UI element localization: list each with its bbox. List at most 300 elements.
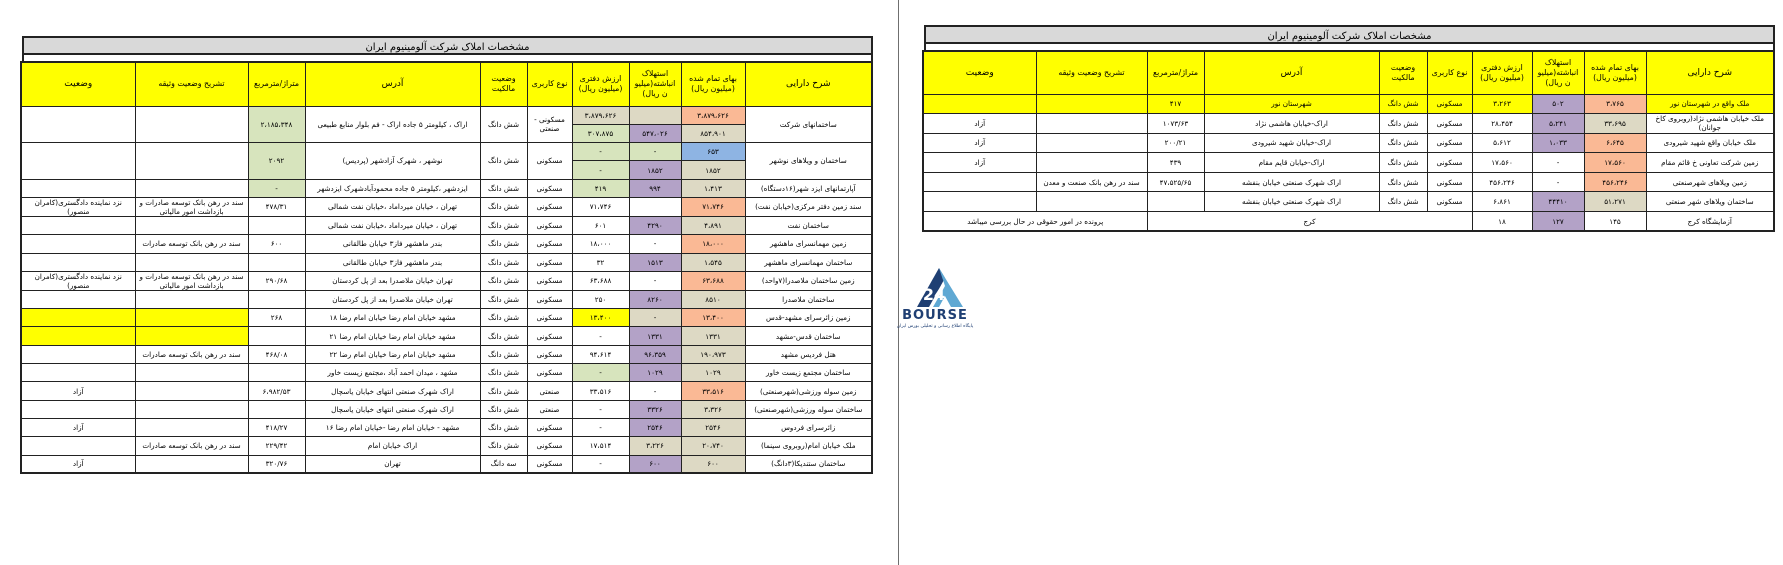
cell-cost: ۱۴۵ (1584, 212, 1646, 232)
cell-usage: مسکونی (1427, 153, 1472, 173)
cell-asset: ساختمان ستندیکا(۳دانگ) (745, 455, 872, 473)
cell-ownership: شش دانگ (1379, 153, 1427, 173)
table-row (923, 133, 1774, 153)
cell-book-value: ۳۰۷،۸۷۵ (572, 124, 629, 142)
cell-asset: سند زمین دفتر مرکزی(خیابان نفت) (745, 197, 872, 216)
cell-depreciation (629, 106, 681, 124)
cell-status (21, 400, 135, 418)
cell-address: تهران (305, 455, 480, 473)
cell-usage: مسکونی (527, 327, 572, 345)
cell-area: ۲۶۸ (248, 309, 305, 327)
header-asset: شرح دارایی (1646, 51, 1774, 94)
cell-address: اراک شهرک صنعتی خیابان بنفشه (1204, 192, 1379, 212)
table-row (21, 235, 872, 253)
cell-depreciation: ۵۰۲ (1532, 94, 1584, 114)
cell-address: مشهد خیابان امام رضا خیابان امام رضا ۲۱ (305, 327, 480, 345)
header-address: آدرس (1204, 51, 1379, 94)
header-area: متراژ/مترمربع (248, 62, 305, 106)
cell-ownership: شش دانگ (1379, 172, 1427, 192)
cell-cost: ۴،۸۹۱ (681, 216, 745, 234)
cell-cost: ۳،۷۶۵ (1584, 94, 1646, 114)
cell-address: مشهد - خیابان امام رضا -خیابان امام رضا ۱۶ (305, 418, 480, 436)
cell-area: ۳۲۰/۷۶ (248, 455, 305, 473)
cell-address: اراک شهرک صنعتی خیابان بنفشه (1204, 172, 1379, 192)
cell-depreciation: ۱۸۵۲ (629, 161, 681, 179)
cell-depreciation: ۱۳۳۱ (629, 327, 681, 345)
cell-usage: مسکونی (527, 345, 572, 363)
cell-area: ۴۱۷ (1147, 94, 1204, 114)
cell-usage: مسکونی (527, 418, 572, 436)
table-row (21, 271, 872, 290)
cell-address: اراک خیابان امام (305, 437, 480, 455)
cell-asset: ملک خیابان امام(روبروی سینما) (745, 437, 872, 455)
cell-address: اراک ، کیلومتر ۵ جاده اراک - فم بلوار منابع طبیعی (305, 106, 480, 143)
cell-book-value: ۲۵۰ (572, 290, 629, 308)
cell-book-value: ۴۱۹ (572, 179, 629, 197)
cell-area: ۴۱۸/۲۷ (248, 418, 305, 436)
cell-status: آزاد (923, 133, 1036, 153)
cell-asset: هتل فردیس مشهد (745, 345, 872, 363)
cell-usage: مسکونی (527, 197, 572, 216)
cell-cost: ۵۱،۲۷۱ (1584, 192, 1646, 212)
cell-depreciation: ۵۴۷،۰۲۶ (629, 124, 681, 142)
cell-collateral: سند در رهن بانک توسعه صادرات و بازداشت امور مالیاتی (135, 197, 248, 216)
cell-collateral (135, 327, 248, 345)
right-table-body (923, 94, 1774, 212)
header-book-value: ارزش دفتری (میلیون ریال) (572, 62, 629, 106)
cell-status (21, 309, 135, 327)
cell-cost: ۱۹۰،۹۷۳ (681, 345, 745, 363)
cell-status (21, 345, 135, 363)
cell-usage: مسکونی (527, 179, 572, 197)
table-row (923, 192, 1774, 212)
cell-cost: ۴۵۶،۲۴۶ (1584, 172, 1646, 192)
cell-status (21, 327, 135, 345)
header-cost: بهای تمام شده (میلیون ریال) (1584, 51, 1646, 94)
cell-ownership: شش دانگ (1379, 192, 1427, 212)
cell-depreciation: - (629, 382, 681, 400)
cell-depreciation: ۱،۰۳۳ (1532, 133, 1584, 153)
cell-usage: مسکونی (527, 143, 572, 180)
cell-area: ۶۰۰ (248, 235, 305, 253)
cell-book-value: ۱۸ (1472, 212, 1532, 232)
cell-collateral (135, 253, 248, 271)
cell-collateral (1036, 94, 1147, 114)
cell-cost: ۱۷،۵۶۰ (1584, 153, 1646, 173)
cell-collateral (135, 216, 248, 234)
cell-status: آزاد (923, 114, 1036, 134)
cell-address: اراک-خیابان شهید شیرودی (1204, 133, 1379, 153)
table-row (21, 290, 872, 308)
cell-usage: مسکونی (527, 455, 572, 473)
cell-usage: مسکونی (527, 216, 572, 234)
cell-book-value: ۲۸،۴۵۴ (1472, 114, 1532, 134)
header-asset: شرح دارایی (745, 62, 872, 106)
cell-book-value: ۳،۸۷۹،۶۲۶ (572, 106, 629, 124)
cell-ownership: شش دانگ (480, 106, 527, 143)
cell-status (21, 437, 135, 455)
table-row (21, 364, 872, 382)
header-collateral: تشریح وضعیت وثیقه (135, 62, 248, 106)
cell-depreciation: ۱۲۷ (1532, 212, 1584, 232)
cell-cost: ۱۳،۴۰۰ (681, 309, 745, 327)
cell-cost: ۳،۳۲۶ (681, 400, 745, 418)
cell-asset: ساختمان و ویلاهای نوشهر (745, 143, 872, 180)
cell-cost: ۶۵۳ (681, 143, 745, 161)
cell-address: اراک شهرک صنعتی انتهای خیابان یاسچال (305, 382, 480, 400)
cell-depreciation: ۹۶،۳۵۹ (629, 345, 681, 363)
table-row (21, 400, 872, 418)
cell-status (923, 192, 1036, 212)
cell-ownership: شش دانگ (480, 437, 527, 455)
left-assets-table (20, 61, 873, 474)
cell-status (21, 253, 135, 271)
cell-cost: ۲۵۴۶ (681, 418, 745, 436)
cell-asset: زمین شرکت تعاونی خ قائم مقام (1646, 153, 1774, 173)
cell-usage: مسکونی - صنعتی (527, 106, 572, 143)
cell-ownership: شش دانگ (480, 309, 527, 327)
cell-address: تهران خیابان ملاصدرا بعد از پل کردستان (305, 290, 480, 308)
cell-address: بندر ماهشهر فاز۳ خیابان طالقانی (305, 235, 480, 253)
cell-cost: ۶،۶۴۵ (1584, 133, 1646, 153)
cell-ownership: شش دانگ (480, 345, 527, 363)
cell-ownership: شش دانگ (480, 216, 527, 234)
header-ownership: وضعیت مالکیت (480, 62, 527, 106)
table-row (21, 418, 872, 436)
cell-usage: مسکونی (527, 364, 572, 382)
cell-depreciation: ۳،۲۲۶ (629, 437, 681, 455)
table-row (923, 212, 1774, 232)
cell-depreciation: - (1532, 153, 1584, 173)
cell-usage: مسکونی (527, 290, 572, 308)
left-sheet (22, 36, 873, 474)
header-ownership: وضعیت مالکیت (1379, 51, 1427, 94)
cell-book-value: ۳۳،۵۱۶ (572, 382, 629, 400)
cell-address: تهران ، خیابان میرداماد ،خیابان نفت شمالی (305, 197, 480, 216)
cell-asset: ساختمان سوله ورزشی(شهرصنعتی) (745, 400, 872, 418)
cell-cost: ۱،۵۴۵ (681, 253, 745, 271)
cell-cost: ۳،۸۷۹،۶۲۶ (681, 106, 745, 124)
cell-depreciation: ۲۵۴۶ (629, 418, 681, 436)
cell-collateral (1036, 192, 1147, 212)
cell-area: ۲۲۹/۴۲ (248, 437, 305, 455)
cell-address: مشهد خیابان امام رضا خیابان امام رضا ۲۲ (305, 345, 480, 363)
cell-depreciation: ۵،۲۴۱ (1532, 114, 1584, 134)
cell-address: نوشهر ، شهرک آزادشهر (پردیس) (305, 143, 480, 180)
cell-cost: ۶۰۰ (681, 455, 745, 473)
right-assets-table (922, 50, 1775, 232)
cell-area (248, 400, 305, 418)
cell-area: ۴۷،۵۲۵/۶۵ (1147, 172, 1204, 192)
cell-ownership: شش دانگ (480, 197, 527, 216)
cell-asset: آزمایشگاه کرج (1646, 212, 1774, 232)
cell-asset: ساختمان ملاصدرا (745, 290, 872, 308)
cell-area (248, 290, 305, 308)
cell-address: تهران خیابان ملاصدرا بعد از پل کردستان (305, 271, 480, 290)
cell-collateral (135, 364, 248, 382)
cell-depreciation: - (629, 143, 681, 161)
cell-area: ۴۳۹ (1147, 153, 1204, 173)
cell-depreciation (629, 197, 681, 216)
cell-ownership: شش دانگ (480, 271, 527, 290)
cell-area: ۱۰۷۳/۶۳ (1147, 114, 1204, 134)
cell-book-value: - (572, 143, 629, 161)
cell-asset: ساختمان قدس-مشهد (745, 327, 872, 345)
table-row (21, 253, 872, 271)
cell-depreciation: - (1532, 172, 1584, 192)
cell-ownership: شش دانگ (480, 364, 527, 382)
table-row (21, 106, 872, 124)
cell-collateral: سند در رهن بانک توسعه صادرات (135, 437, 248, 455)
cell-collateral (135, 106, 248, 143)
cell-area: ۶،۹۸۲/۵۳ (248, 382, 305, 400)
cell-ownership: شش دانگ (480, 400, 527, 418)
table-row (21, 345, 872, 363)
table-row (21, 437, 872, 455)
cell-area: ۴۷۸/۳۱ (248, 197, 305, 216)
cell-address: تهران ، خیابان میرداماد ،خیابان نفت شمالی (305, 216, 480, 234)
header-area: متراژ/مترمربع (1147, 51, 1204, 94)
cell-collateral (1036, 114, 1147, 134)
cell-book-value: ۵،۶۱۲ (1472, 133, 1532, 153)
cell-area (1147, 192, 1204, 212)
bourse-24-logo-mark (893, 262, 977, 312)
left-table-body (21, 106, 872, 473)
cell-usage: مسکونی (1427, 94, 1472, 114)
cell-asset: ساختمان ویلاهای شهر صنعتی (1646, 192, 1774, 212)
cell-cost: ۶۳،۶۸۸ (681, 271, 745, 290)
cell-status (21, 235, 135, 253)
cell-depreciation: ۴۲۹۰ (629, 216, 681, 234)
cell-collateral: سند در رهن بانک توسعه صادرات و بازداشت امور مالیاتی (135, 271, 248, 290)
cell-depreciation: ۶۰۰ (629, 455, 681, 473)
cell-depreciation: - (629, 309, 681, 327)
table-row (21, 216, 872, 234)
table-row (923, 172, 1774, 192)
cell-book-value: ۳۲ (572, 253, 629, 271)
cell-ownership: شش دانگ (1379, 114, 1427, 134)
cell-area: - (248, 179, 305, 197)
cell-book-value: ۱۷،۵۶۰ (1472, 153, 1532, 173)
cell-book-value: ۷۱،۷۴۶ (572, 197, 629, 216)
header-status: وضعیت (923, 51, 1036, 94)
cell-asset: زمین ساختمان ملاصدرا(۷واحد) (745, 271, 872, 290)
cell-asset: ساختمان مهمانسرای ماهشهر (745, 253, 872, 271)
cell-usage: مسکونی (527, 309, 572, 327)
cell-cost: ۱۸،۰۰۰ (681, 235, 745, 253)
table-row (923, 94, 1774, 114)
cell-depreciation: ۱۵۱۳ (629, 253, 681, 271)
cell-cost: ۲۰،۷۴۰ (681, 437, 745, 455)
cell-collateral (1036, 153, 1147, 173)
cell-status (923, 94, 1036, 114)
cell-address: مشهد ، میدان احمد آباد ،مجتمع زیست خاور (305, 364, 480, 382)
cell-area (248, 327, 305, 345)
cell-ownership: شش دانگ (480, 179, 527, 197)
cell-depreciation: ۴۴۴۱۰ (1532, 192, 1584, 212)
cell-cost: ۸۵۱۰ (681, 290, 745, 308)
cell-status (21, 290, 135, 308)
cell-book-value: - (572, 418, 629, 436)
cell-asset: زائرسرای فردوس (745, 418, 872, 436)
cell-cost: ۷۱،۷۴۶ (681, 197, 745, 216)
cell-book-value: ۴۵۶،۲۴۶ (1472, 172, 1532, 192)
right-sheet (924, 25, 1775, 232)
cell-asset: ساختمانهای شرکت (745, 106, 872, 143)
cell-usage: مسکونی (1427, 192, 1472, 212)
cell-note: پرونده در امور حقوقی در حال بررسی میباشد (923, 212, 1147, 232)
left-sheet-title: مشخصات املاک شرکت آلومینیوم ایران (22, 36, 873, 55)
cell-area (248, 364, 305, 382)
header-status: وضعیت (21, 62, 135, 106)
cell-cost: ۳۳،۶۹۵ (1584, 114, 1646, 134)
cell-ownership: شش دانگ (480, 382, 527, 400)
cell-asset: ملک خیابان واقع شهید شیرودی (1646, 133, 1774, 153)
header-book-value: ارزش دفتری (میلیون ریال) (1472, 51, 1532, 94)
cell-depreciation: ۸۲۶۰ (629, 290, 681, 308)
cell-area: ۲۹۰/۶۸ (248, 271, 305, 290)
cell-collateral (135, 455, 248, 473)
table-row (21, 382, 872, 400)
cell-area (248, 216, 305, 234)
header-usage: نوع کاربری (1427, 51, 1472, 94)
cell-status: آزاد (923, 153, 1036, 173)
cell-asset: ملک خیابان هاشمی نژاد(روبروی کاخ جوانان) (1646, 114, 1774, 134)
cell-ownership: شش دانگ (480, 327, 527, 345)
cell-address: ایزدشهر ،کیلومتر ۵ جاده محمودآبادشهرک ایزدشهر (305, 179, 480, 197)
table-row (923, 114, 1774, 134)
cell-ownership: شش دانگ (1379, 133, 1427, 153)
cell-usage: مسکونی (527, 235, 572, 253)
bourse-logo (893, 262, 977, 334)
cell-depreciation: - (629, 235, 681, 253)
cell-area: ۴۶۸/۰۸ (248, 345, 305, 363)
right-table-footer (923, 212, 1774, 232)
table-row (21, 143, 872, 161)
cell-usage: مسکونی (527, 271, 572, 290)
cell-depreciation: ۳۳۲۶ (629, 400, 681, 418)
table-row (21, 327, 872, 345)
cell-cost: ۱۰۲۹ (681, 364, 745, 382)
cell-asset: زمین ویلاهای شهرصنعتی (1646, 172, 1774, 192)
cell-status (21, 216, 135, 234)
cell-usage: مسکونی (1427, 172, 1472, 192)
cell-collateral: سند در رهن بانک توسعه صادرات (135, 345, 248, 363)
cell-usage: مسکونی (527, 437, 572, 455)
cell-address: شهرستان نور (1204, 94, 1379, 114)
cell-usage: صنعتی (527, 400, 572, 418)
cell-asset: ملک واقع در شهرستان نور (1646, 94, 1774, 114)
cell-area: ۲۰۰/۲۱ (1147, 133, 1204, 153)
cell-usage: مسکونی (1427, 114, 1472, 134)
cell-ownership: شش دانگ (480, 253, 527, 271)
cell-status (21, 364, 135, 382)
cell-book-value: ۹۴،۶۱۴ (572, 345, 629, 363)
cell-status (923, 172, 1036, 192)
cell-status: نزد نماینده دادگستری(کامران منصور) (21, 197, 135, 216)
cell-status (21, 143, 135, 180)
table-row (21, 309, 872, 327)
cell-collateral: سند در رهن بانک توسعه صادرات (135, 235, 248, 253)
cell-collateral (135, 143, 248, 180)
cell-collateral (1036, 133, 1147, 153)
cell-asset: آپارتمانهای ایزد شهر(۱۶دستگاه) (745, 179, 872, 197)
header-collateral: تشریح وضعیت وثیقه (1036, 51, 1147, 94)
cell-asset: زمین زائرسرای مشهد-قدس (745, 309, 872, 327)
cell-status: نزد نماینده دادگستری(کامران منصور) (21, 271, 135, 290)
header-cost: بهای تمام شده (میلیون ریال) (681, 62, 745, 106)
table-row (21, 455, 872, 473)
left-header-row (21, 62, 872, 106)
logo-mark-text: 24 (922, 285, 946, 304)
cell-book-value: - (572, 327, 629, 345)
cell-ownership: شش دانگ (480, 143, 527, 180)
cell-usage: صنعتی (527, 382, 572, 400)
cell-status: آزاد (21, 382, 135, 400)
cell-area: ۲،۱۸۵،۳۴۸ (248, 106, 305, 143)
header-address: آدرس (305, 62, 480, 106)
cell-address: مشهد خیابان امام رضا خیابان امام رضا ۱۸ (305, 309, 480, 327)
cell-status (21, 179, 135, 197)
cell-usage: مسکونی (527, 253, 572, 271)
cell-ownership: شش دانگ (480, 418, 527, 436)
header-depreciation: استهلاک انباشته(میلیو ن ریال) (1532, 51, 1584, 94)
cell-address: بندر ماهشهر فاز۳ خیابان طالقانی (305, 253, 480, 271)
cell-collateral (135, 179, 248, 197)
table-row (21, 179, 872, 197)
cell-collateral (135, 382, 248, 400)
cell-cost: ۸۵۴،۹۰۱ (681, 124, 745, 142)
cell-asset: زمین مهمانسرای ماهشهر (745, 235, 872, 253)
right-header-row (923, 51, 1774, 94)
cell-area (248, 253, 305, 271)
cell-cost: ۳۳،۵۱۶ (681, 382, 745, 400)
cell-book-value: ۱۷،۵۱۴ (572, 437, 629, 455)
cell-collateral (135, 418, 248, 436)
cell-book-value: ۶۳،۶۸۸ (572, 271, 629, 290)
cell-address: اراک-خیابان هاشمی نژاد (1204, 114, 1379, 134)
cell-book-value: ۶،۸۶۱ (1472, 192, 1532, 212)
cell-ownership: سه دانگ (480, 455, 527, 473)
cell-collateral (135, 309, 248, 327)
cell-book-value: - (572, 161, 629, 179)
cell-cost: ۱۸۵۲ (681, 161, 745, 179)
cell-collateral: سند در رهن بانک صنعت و معدن (1036, 172, 1147, 192)
cell-collateral (135, 290, 248, 308)
cell-ownership: شش دانگ (1379, 94, 1427, 114)
cell-address: اراک-خیابان قایم مقام (1204, 153, 1379, 173)
cell-depreciation: - (629, 271, 681, 290)
cell-usage: مسکونی (1427, 133, 1472, 153)
cell-asset: ساختمان نفت (745, 216, 872, 234)
cell-cost: ۱۳۳۱ (681, 327, 745, 345)
cell-asset: ساختمان مجتمع زیست خاور (745, 364, 872, 382)
right-sheet-title: مشخصات املاک شرکت آلومینیوم ایران (924, 25, 1775, 44)
cell-area: ۲۰۹۲ (248, 143, 305, 180)
cell-address: اراک شهرک صنعتی انتهای خیابان یاسچال (305, 400, 480, 418)
cell-book-value: - (572, 455, 629, 473)
cell-cost: ۱،۴۱۳ (681, 179, 745, 197)
cell-collateral (135, 400, 248, 418)
cell-book-value: ۳،۲۶۳ (1472, 94, 1532, 114)
cell-asset: زمین سوله ورزشی(شهرصنعتی) (745, 382, 872, 400)
table-row (923, 153, 1774, 173)
cell-ownership: شش دانگ (480, 290, 527, 308)
cell-status (21, 106, 135, 143)
table-row (21, 197, 872, 216)
cell-status: آزاد (21, 455, 135, 473)
cell-book-value: - (572, 364, 629, 382)
